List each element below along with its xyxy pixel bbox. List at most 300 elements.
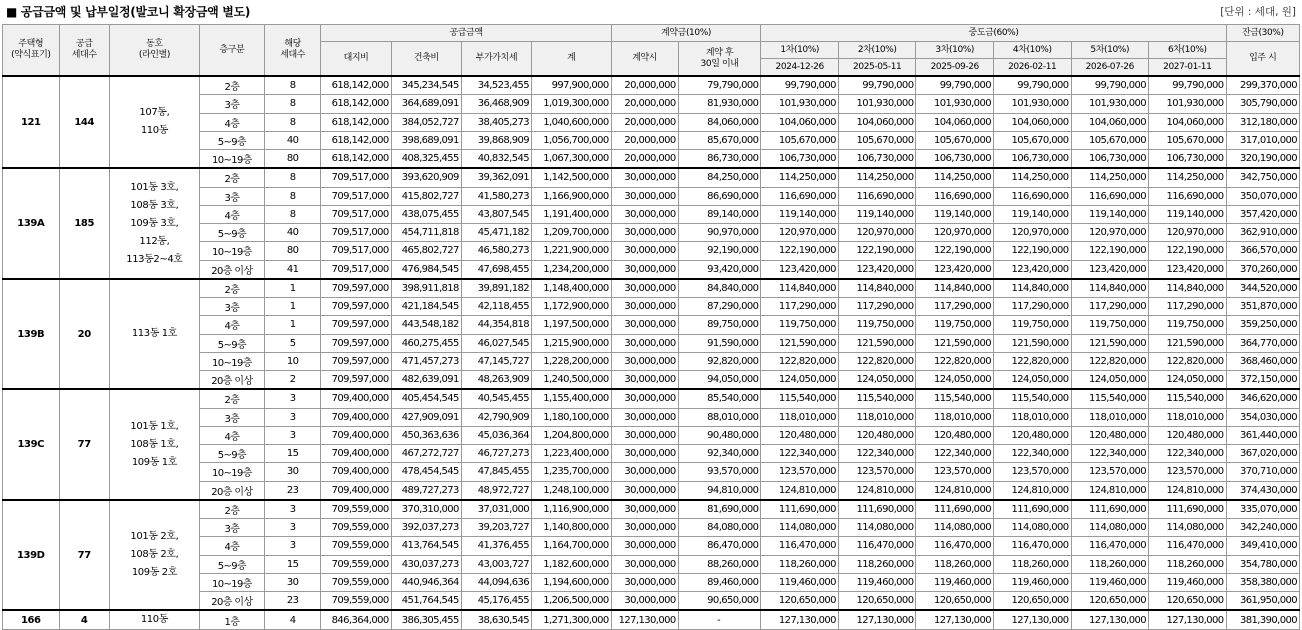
amount-cell: 114,840,000 xyxy=(916,279,994,298)
amount-cell: 104,060,000 xyxy=(1071,113,1149,131)
amount-cell: 121,590,000 xyxy=(916,334,994,352)
amount-cell: 124,050,000 xyxy=(761,371,839,390)
header-installment-6: 6차(10%) xyxy=(1149,42,1227,59)
amount-cell: 81,930,000 xyxy=(678,95,761,113)
amount-cell: 91,590,000 xyxy=(678,334,761,352)
amount-cell: 115,540,000 xyxy=(838,389,916,408)
amount-cell: 119,750,000 xyxy=(838,316,916,334)
amount-cell: 106,730,000 xyxy=(1149,150,1227,169)
amount-cell: 1,148,400,000 xyxy=(532,279,612,298)
amount-cell: 117,290,000 xyxy=(838,298,916,316)
amount-cell: 46,580,273 xyxy=(461,242,531,260)
amount-cell: 121,590,000 xyxy=(1149,334,1227,352)
amount-cell: 122,190,000 xyxy=(1071,242,1149,260)
amount-cell: 34,523,455 xyxy=(461,76,531,95)
amount-cell: 489,727,273 xyxy=(391,481,461,500)
amount-cell: 118,260,000 xyxy=(1149,555,1227,573)
amount-cell: 123,570,000 xyxy=(1071,463,1149,481)
amount-cell: 104,060,000 xyxy=(1149,113,1227,131)
amount-cell: 20,000,000 xyxy=(611,76,678,95)
amount-cell: 30,000,000 xyxy=(611,352,678,370)
amount-cell: 1,116,900,000 xyxy=(532,500,612,519)
floor-cell: 4층 xyxy=(199,426,264,444)
amount-cell: 127,130,000 xyxy=(916,610,994,630)
amount-cell: 119,750,000 xyxy=(1071,316,1149,334)
amount-cell: 30,000,000 xyxy=(611,371,678,390)
amount-cell: 123,420,000 xyxy=(838,260,916,279)
amount-cell: 88,260,000 xyxy=(678,555,761,573)
amount-cell: 1,206,500,000 xyxy=(532,592,612,611)
amount-cell: 119,750,000 xyxy=(916,316,994,334)
amount-cell: 122,190,000 xyxy=(916,242,994,260)
unit-count-cell: 8 xyxy=(264,113,321,131)
unit-count-cell: 8 xyxy=(264,95,321,113)
amount-cell: 115,540,000 xyxy=(1071,389,1149,408)
amount-cell: 398,689,091 xyxy=(391,131,461,149)
amount-cell: 30,000,000 xyxy=(611,519,678,537)
amount-cell: 84,250,000 xyxy=(678,168,761,187)
amount-cell: 124,810,000 xyxy=(993,481,1071,500)
amount-cell: 93,570,000 xyxy=(678,463,761,481)
amount-cell: 20,000,000 xyxy=(611,113,678,131)
amount-cell: 104,060,000 xyxy=(838,113,916,131)
amount-cell: 118,010,000 xyxy=(1149,408,1227,426)
amount-cell: 124,810,000 xyxy=(1149,481,1227,500)
amount-cell: 372,150,000 xyxy=(1226,371,1299,390)
amount-cell: 38,630,545 xyxy=(461,610,531,630)
amount-cell: 117,290,000 xyxy=(1071,298,1149,316)
amount-cell: 114,080,000 xyxy=(761,519,839,537)
unit-count-cell: 10 xyxy=(264,352,321,370)
amount-cell: 20,000,000 xyxy=(611,95,678,113)
amount-cell: 386,305,455 xyxy=(391,610,461,630)
amount-cell: 117,290,000 xyxy=(916,298,994,316)
amount-cell: 443,548,182 xyxy=(391,316,461,334)
header-total: 계 xyxy=(532,42,612,77)
amount-cell: 114,840,000 xyxy=(761,279,839,298)
amount-cell: 39,362,091 xyxy=(461,168,531,187)
dong-cell: 110동 xyxy=(109,610,199,630)
amount-cell: 709,559,000 xyxy=(321,592,391,611)
amount-cell: 124,050,000 xyxy=(1071,371,1149,390)
amount-cell: 361,950,000 xyxy=(1226,592,1299,611)
supply-count-cell: 77 xyxy=(59,389,109,500)
amount-cell: 119,750,000 xyxy=(993,316,1071,334)
amount-cell: 709,559,000 xyxy=(321,537,391,555)
header-contract: 계약금(10%) xyxy=(611,25,761,42)
amount-cell: 709,517,000 xyxy=(321,242,391,260)
amount-cell: 1,155,400,000 xyxy=(532,389,612,408)
unit-count-cell: 3 xyxy=(264,408,321,426)
amount-cell: 320,190,000 xyxy=(1226,150,1299,169)
amount-cell: 30,000,000 xyxy=(611,408,678,426)
amount-cell: 41,580,273 xyxy=(461,187,531,205)
amount-cell: 299,370,000 xyxy=(1226,76,1299,95)
amount-cell: 1,191,400,000 xyxy=(532,205,612,223)
amount-cell: 99,790,000 xyxy=(761,76,839,95)
dong-cell: 107동, 110동 xyxy=(109,76,199,168)
unit-type-cell: 139A xyxy=(3,168,60,279)
amount-cell: 119,460,000 xyxy=(993,573,1071,591)
amount-cell: 86,690,000 xyxy=(678,187,761,205)
floor-cell: 10~19층 xyxy=(199,352,264,370)
amount-cell: 1,172,900,000 xyxy=(532,298,612,316)
amount-cell: 127,130,000 xyxy=(761,610,839,630)
amount-cell: 123,570,000 xyxy=(838,463,916,481)
header-balance: 잔금(30%) xyxy=(1226,25,1299,42)
amount-cell: 345,234,545 xyxy=(391,76,461,95)
amount-cell: 47,845,455 xyxy=(461,463,531,481)
amount-cell: 114,080,000 xyxy=(916,519,994,537)
amount-cell: 120,650,000 xyxy=(1149,592,1227,611)
amount-cell: 93,420,000 xyxy=(678,260,761,279)
amount-cell: 105,670,000 xyxy=(838,131,916,149)
amount-cell: 364,770,000 xyxy=(1226,334,1299,352)
amount-cell: 101,930,000 xyxy=(838,95,916,113)
amount-cell: 346,620,000 xyxy=(1226,389,1299,408)
amount-cell: 89,750,000 xyxy=(678,316,761,334)
floor-cell: 2층 xyxy=(199,76,264,95)
floor-cell: 3층 xyxy=(199,187,264,205)
amount-cell: 119,460,000 xyxy=(916,573,994,591)
header-installment-4: 4차(10%) xyxy=(993,42,1071,59)
table-row xyxy=(3,500,1300,519)
amount-cell: 122,190,000 xyxy=(761,242,839,260)
amount-cell: 471,457,273 xyxy=(391,352,461,370)
unit-count-cell: 3 xyxy=(264,500,321,519)
amount-cell: 39,203,727 xyxy=(461,519,531,537)
amount-cell: 105,670,000 xyxy=(1149,131,1227,149)
amount-cell: 119,140,000 xyxy=(916,205,994,223)
unit-type-cell: 139C xyxy=(3,389,60,500)
header-supply-amount: 공급금액 xyxy=(321,25,611,42)
floor-cell: 5~9층 xyxy=(199,224,264,242)
amount-cell: 101,930,000 xyxy=(761,95,839,113)
floor-cell: 5~9층 xyxy=(199,445,264,463)
amount-cell: 421,184,545 xyxy=(391,298,461,316)
amount-cell: 115,540,000 xyxy=(916,389,994,408)
amount-cell: 85,540,000 xyxy=(678,389,761,408)
unit-count-cell: 30 xyxy=(264,463,321,481)
amount-cell: 123,570,000 xyxy=(993,463,1071,481)
amount-cell: 101,930,000 xyxy=(1071,95,1149,113)
amount-cell: 1,240,500,000 xyxy=(532,371,612,390)
amount-cell: 393,620,909 xyxy=(391,168,461,187)
amount-cell: 30,000,000 xyxy=(611,224,678,242)
amount-cell: 105,670,000 xyxy=(993,131,1071,149)
amount-cell: 120,480,000 xyxy=(1071,426,1149,444)
amount-cell: 118,010,000 xyxy=(761,408,839,426)
floor-cell: 1층 xyxy=(199,610,264,630)
amount-cell: 30,000,000 xyxy=(611,279,678,298)
amount-cell: 362,910,000 xyxy=(1226,224,1299,242)
amount-cell: 460,275,455 xyxy=(391,334,461,352)
amount-cell: 335,070,000 xyxy=(1226,500,1299,519)
amount-cell: 120,650,000 xyxy=(993,592,1071,611)
amount-cell: 709,559,000 xyxy=(321,555,391,573)
amount-cell: 123,420,000 xyxy=(1149,260,1227,279)
amount-cell: 115,540,000 xyxy=(993,389,1071,408)
unit-count-cell: 8 xyxy=(264,168,321,187)
floor-cell: 3층 xyxy=(199,408,264,426)
amount-cell: 709,597,000 xyxy=(321,298,391,316)
amount-cell: 116,690,000 xyxy=(761,187,839,205)
amount-cell: 392,037,273 xyxy=(391,519,461,537)
amount-cell: 1,194,600,000 xyxy=(532,573,612,591)
amount-cell: 1,234,200,000 xyxy=(532,260,612,279)
amount-cell: 1,019,300,000 xyxy=(532,95,612,113)
header-dong: 동호 (라인별) xyxy=(109,25,199,77)
amount-cell: 119,140,000 xyxy=(1071,205,1149,223)
header-date-5: 2026-07-26 xyxy=(1071,59,1149,77)
amount-cell: 119,460,000 xyxy=(761,573,839,591)
amount-cell: 368,460,000 xyxy=(1226,352,1299,370)
amount-cell: 478,454,545 xyxy=(391,463,461,481)
amount-cell: 120,480,000 xyxy=(993,426,1071,444)
amount-cell: 709,517,000 xyxy=(321,224,391,242)
amount-cell: 342,750,000 xyxy=(1226,168,1299,187)
header-installment-5: 5차(10%) xyxy=(1071,42,1149,59)
amount-cell: 709,597,000 xyxy=(321,352,391,370)
amount-cell: 114,250,000 xyxy=(838,168,916,187)
amount-cell: 122,340,000 xyxy=(916,445,994,463)
amount-cell: 119,140,000 xyxy=(761,205,839,223)
dong-cell: 101동 2호, 108동 2호, 109동 2호 xyxy=(109,500,199,611)
supply-count-cell: 20 xyxy=(59,279,109,390)
amount-cell: 92,820,000 xyxy=(678,352,761,370)
amount-cell: 124,050,000 xyxy=(838,371,916,390)
page-title: ■ 공급금액 및 납부일정(발코니 확장금액 별도) xyxy=(6,5,251,19)
amount-cell: 482,639,091 xyxy=(391,371,461,390)
amount-cell: 94,810,000 xyxy=(678,481,761,500)
amount-cell: 88,010,000 xyxy=(678,408,761,426)
amount-cell: 120,970,000 xyxy=(838,224,916,242)
amount-cell: 30,000,000 xyxy=(611,573,678,591)
amount-cell: 48,972,727 xyxy=(461,481,531,500)
amount-cell: 119,460,000 xyxy=(1071,573,1149,591)
amount-cell: 709,559,000 xyxy=(321,573,391,591)
unit-count-cell: 15 xyxy=(264,445,321,463)
amount-cell: 117,290,000 xyxy=(761,298,839,316)
amount-cell: 1,164,700,000 xyxy=(532,537,612,555)
header-floor: 층구분 xyxy=(199,25,264,77)
amount-cell: 122,340,000 xyxy=(838,445,916,463)
amount-cell: 122,820,000 xyxy=(838,352,916,370)
amount-cell: 42,118,455 xyxy=(461,298,531,316)
amount-cell: 305,790,000 xyxy=(1226,95,1299,113)
amount-cell: 89,460,000 xyxy=(678,573,761,591)
dong-cell: 113동 1호 xyxy=(109,279,199,390)
floor-cell: 20층 이상 xyxy=(199,481,264,500)
amount-cell: 85,670,000 xyxy=(678,131,761,149)
amount-cell: 105,670,000 xyxy=(761,131,839,149)
amount-cell: 30,000,000 xyxy=(611,555,678,573)
amount-cell: 344,520,000 xyxy=(1226,279,1299,298)
amount-cell: 354,030,000 xyxy=(1226,408,1299,426)
unit-count-cell: 1 xyxy=(264,298,321,316)
floor-cell: 3층 xyxy=(199,519,264,537)
amount-cell: 44,094,636 xyxy=(461,573,531,591)
floor-cell: 4층 xyxy=(199,113,264,131)
amount-cell: 1,166,900,000 xyxy=(532,187,612,205)
amount-cell: 118,260,000 xyxy=(916,555,994,573)
amount-cell: 116,470,000 xyxy=(916,537,994,555)
amount-cell: 92,340,000 xyxy=(678,445,761,463)
unit-type-cell: 166 xyxy=(3,610,60,630)
amount-cell: 123,570,000 xyxy=(916,463,994,481)
floor-cell: 2층 xyxy=(199,389,264,408)
unit-type-cell: 139D xyxy=(3,500,60,611)
amount-cell: 86,470,000 xyxy=(678,537,761,555)
amount-cell: 454,711,818 xyxy=(391,224,461,242)
amount-cell: 99,790,000 xyxy=(1149,76,1227,95)
amount-cell: 90,480,000 xyxy=(678,426,761,444)
amount-cell: 709,400,000 xyxy=(321,463,391,481)
amount-cell: 709,400,000 xyxy=(321,408,391,426)
amount-cell: 374,430,000 xyxy=(1226,481,1299,500)
amount-cell: 118,010,000 xyxy=(916,408,994,426)
amount-cell: 99,790,000 xyxy=(838,76,916,95)
amount-cell: 105,670,000 xyxy=(1071,131,1149,149)
amount-cell: 1,228,200,000 xyxy=(532,352,612,370)
amount-cell: 349,410,000 xyxy=(1226,537,1299,555)
amount-cell: 45,176,455 xyxy=(461,592,531,611)
unit-count-cell: 1 xyxy=(264,279,321,298)
floor-cell: 20층 이상 xyxy=(199,371,264,390)
amount-cell: 30,000,000 xyxy=(611,316,678,334)
amount-cell: 121,590,000 xyxy=(761,334,839,352)
amount-cell: 1,221,900,000 xyxy=(532,242,612,260)
amount-cell: 1,235,700,000 xyxy=(532,463,612,481)
unit-count-cell: 15 xyxy=(264,555,321,573)
amount-cell: 709,400,000 xyxy=(321,481,391,500)
amount-cell: 127,130,000 xyxy=(611,610,678,630)
amount-cell: 405,454,545 xyxy=(391,389,461,408)
floor-cell: 4층 xyxy=(199,205,264,223)
dong-cell: 101동 3호, 108동 3호, 109동 3호, 112동, 113동2~4호 xyxy=(109,168,199,279)
amount-cell: 118,260,000 xyxy=(1071,555,1149,573)
amount-cell: 30,000,000 xyxy=(611,426,678,444)
unit-count-cell: 80 xyxy=(264,150,321,169)
unit-type-cell: 121 xyxy=(3,76,60,168)
amount-cell: 94,050,000 xyxy=(678,371,761,390)
unit-count-cell: 4 xyxy=(264,610,321,630)
amount-cell: 1,209,700,000 xyxy=(532,224,612,242)
amount-cell: 118,260,000 xyxy=(838,555,916,573)
amount-cell: 84,080,000 xyxy=(678,519,761,537)
amount-cell: 122,340,000 xyxy=(993,445,1071,463)
unit-type-cell: 139B xyxy=(3,279,60,390)
amount-cell: 370,260,000 xyxy=(1226,260,1299,279)
amount-cell: 709,400,000 xyxy=(321,445,391,463)
amount-cell: 367,020,000 xyxy=(1226,445,1299,463)
amount-cell: 618,142,000 xyxy=(321,95,391,113)
floor-cell: 10~19층 xyxy=(199,242,264,260)
floor-cell: 2층 xyxy=(199,168,264,187)
amount-cell: 123,570,000 xyxy=(761,463,839,481)
amount-cell: 120,650,000 xyxy=(838,592,916,611)
amount-cell: 123,420,000 xyxy=(761,260,839,279)
amount-cell: 84,840,000 xyxy=(678,279,761,298)
amount-cell: 709,597,000 xyxy=(321,334,391,352)
header-contract-at: 계약시 xyxy=(611,42,678,77)
amount-cell: 114,840,000 xyxy=(1071,279,1149,298)
unit-count-cell: 3 xyxy=(264,389,321,408)
amount-cell: 618,142,000 xyxy=(321,150,391,169)
header-vat: 부가가치세 xyxy=(461,42,531,77)
amount-cell: 120,650,000 xyxy=(761,592,839,611)
amount-cell: 111,690,000 xyxy=(1071,500,1149,519)
amount-cell: 124,810,000 xyxy=(838,481,916,500)
amount-cell: 116,690,000 xyxy=(1149,187,1227,205)
amount-cell: 384,052,727 xyxy=(391,113,461,131)
amount-cell: 122,340,000 xyxy=(1149,445,1227,463)
unit-count-cell: 8 xyxy=(264,187,321,205)
header-land: 대지비 xyxy=(321,42,391,77)
amount-cell: 709,597,000 xyxy=(321,316,391,334)
amount-cell: 124,050,000 xyxy=(993,371,1071,390)
amount-cell: 30,000,000 xyxy=(611,260,678,279)
amount-cell: 122,340,000 xyxy=(1071,445,1149,463)
unit-count-cell: 1 xyxy=(264,316,321,334)
amount-cell: 709,559,000 xyxy=(321,519,391,537)
unit-count-cell: 3 xyxy=(264,519,321,537)
amount-cell: 122,820,000 xyxy=(1071,352,1149,370)
amount-cell: 106,730,000 xyxy=(1071,150,1149,169)
unit-count-cell: 2 xyxy=(264,371,321,390)
amount-cell: 408,325,455 xyxy=(391,150,461,169)
amount-cell: 118,260,000 xyxy=(761,555,839,573)
header-installment-1: 1차(10%) xyxy=(761,42,839,59)
amount-cell: 122,340,000 xyxy=(761,445,839,463)
floor-cell: 5~9층 xyxy=(199,555,264,573)
amount-cell: 46,027,545 xyxy=(461,334,531,352)
floor-cell: 3층 xyxy=(199,95,264,113)
supply-count-cell: 77 xyxy=(59,500,109,611)
amount-cell: 430,037,273 xyxy=(391,555,461,573)
amount-cell: 89,140,000 xyxy=(678,205,761,223)
floor-cell: 5~9층 xyxy=(199,131,264,149)
amount-cell: 121,590,000 xyxy=(838,334,916,352)
floor-cell: 2층 xyxy=(199,500,264,519)
amount-cell: 114,250,000 xyxy=(993,168,1071,187)
amount-cell: 120,480,000 xyxy=(838,426,916,444)
amount-cell: 30,000,000 xyxy=(611,187,678,205)
amount-cell: 116,470,000 xyxy=(1149,537,1227,555)
amount-cell: 114,250,000 xyxy=(761,168,839,187)
amount-cell: 111,690,000 xyxy=(761,500,839,519)
supply-count-cell: 4 xyxy=(59,610,109,630)
price-table xyxy=(2,24,1300,630)
amount-cell: 114,840,000 xyxy=(1149,279,1227,298)
amount-cell: 1,140,800,000 xyxy=(532,519,612,537)
amount-cell: 45,471,182 xyxy=(461,224,531,242)
table-row xyxy=(3,610,1300,630)
amount-cell: 40,545,455 xyxy=(461,389,531,408)
amount-cell: 104,060,000 xyxy=(916,113,994,131)
amount-cell: 127,130,000 xyxy=(838,610,916,630)
amount-cell: 111,690,000 xyxy=(1149,500,1227,519)
amount-cell: 120,480,000 xyxy=(916,426,994,444)
amount-cell: 101,930,000 xyxy=(1149,95,1227,113)
amount-cell: 86,730,000 xyxy=(678,150,761,169)
amount-cell: 354,780,000 xyxy=(1226,555,1299,573)
amount-cell: 119,460,000 xyxy=(1149,573,1227,591)
amount-cell: 366,570,000 xyxy=(1226,242,1299,260)
amount-cell: 37,031,000 xyxy=(461,500,531,519)
floor-cell: 2층 xyxy=(199,279,264,298)
unit-count-cell: 8 xyxy=(264,76,321,95)
